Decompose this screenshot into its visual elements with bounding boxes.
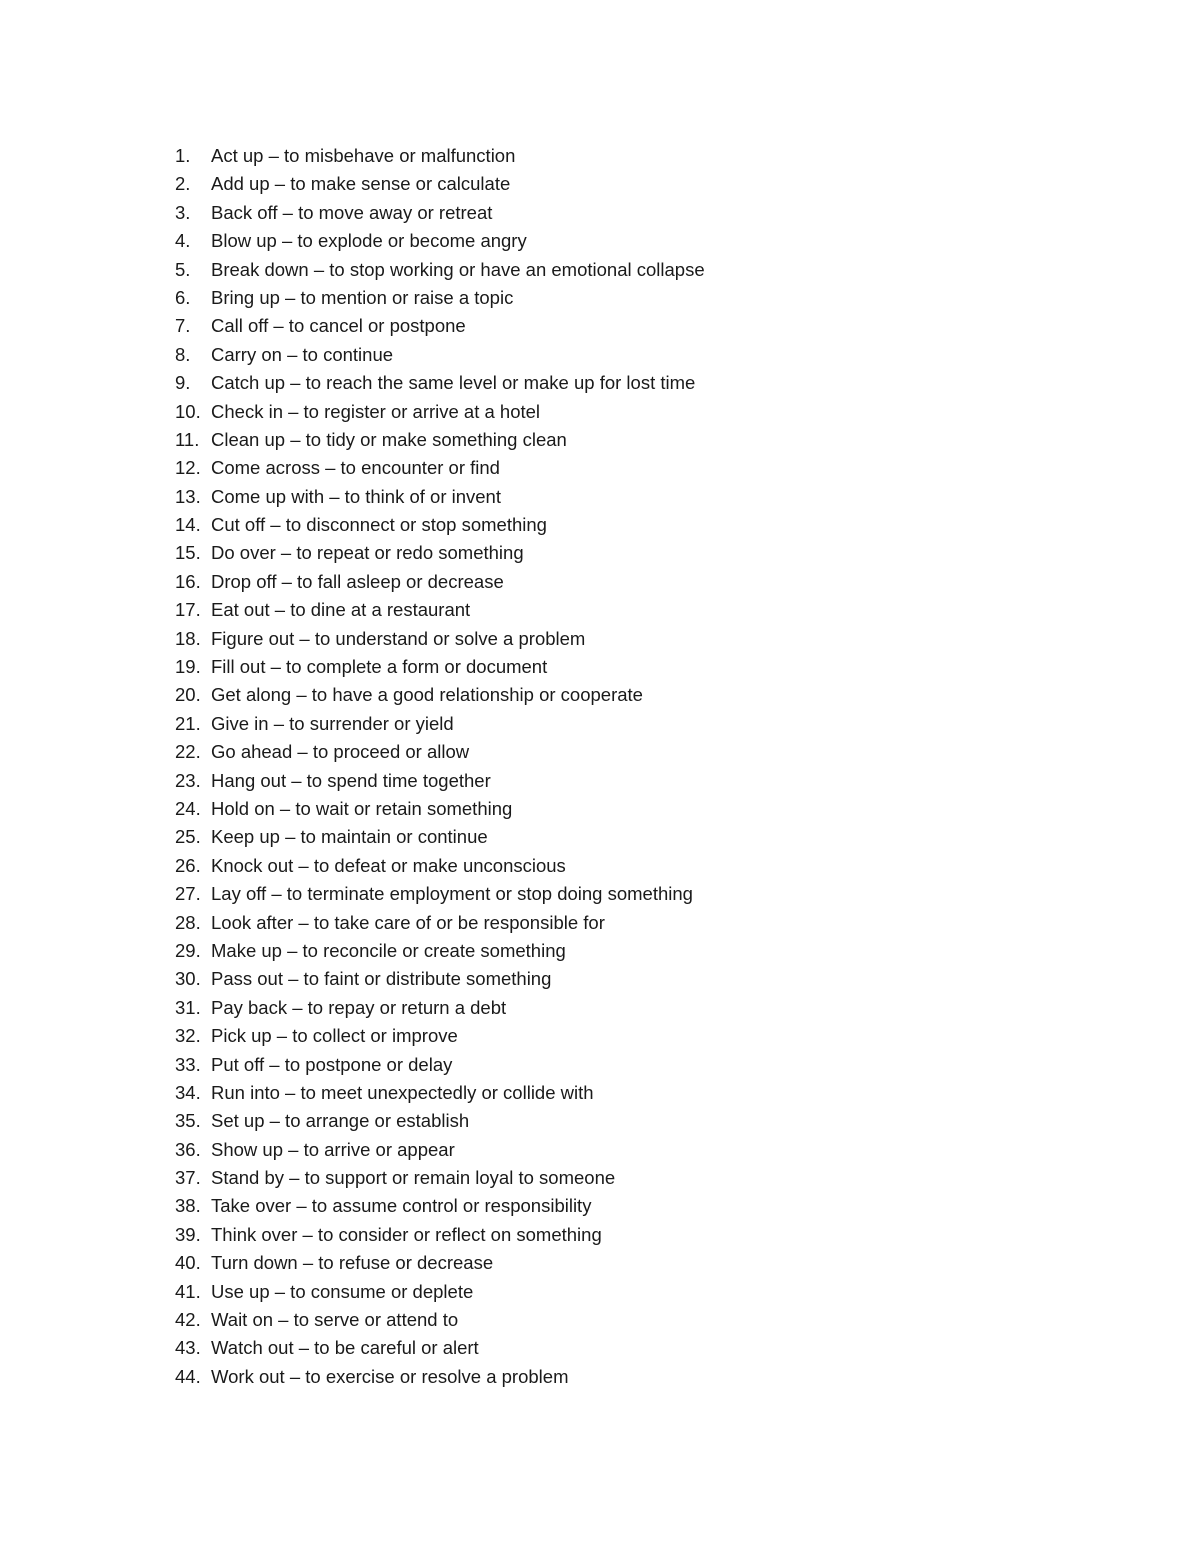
list-item: [175, 483, 705, 511]
list-item: [175, 795, 705, 823]
list-item: [175, 1278, 705, 1306]
list-item-text: Come up with – to think of or invent: [211, 485, 501, 507]
list-item-text: Blow up – to explode or become angry: [211, 230, 527, 252]
list-item-text: Catch up – to reach the same level or make up for lost time: [211, 372, 696, 394]
list-item-number: 25.: [175, 826, 201, 848]
list-item: [175, 909, 705, 937]
list-item-text: Bring up – to mention or raise a topic: [211, 286, 514, 308]
list-item-number: 30.: [175, 968, 201, 990]
list-item-number: 34.: [175, 1081, 201, 1103]
list-item-number: 17.: [175, 599, 201, 621]
list-item-number: 5.: [175, 258, 191, 280]
list-item-number: 33.: [175, 1053, 201, 1075]
list-item: [175, 312, 705, 340]
list-item-number: 21.: [175, 712, 201, 734]
list-item-text: Eat out – to dine at a restaurant: [211, 599, 471, 621]
list-item-text: Carry on – to continue: [211, 343, 394, 365]
list-item-number: 42.: [175, 1309, 201, 1331]
list-item-number: 35.: [175, 1110, 201, 1132]
list-item-number: 10.: [175, 400, 201, 422]
list-item-text: Take over – to assume control or responsibility: [211, 1195, 592, 1217]
list-item-number: 22.: [175, 741, 201, 763]
list-item-text: Wait on – to serve or attend to: [211, 1309, 459, 1331]
list-item: [175, 1051, 705, 1079]
list-item-text: Cut off – to disconnect or stop something: [211, 514, 547, 536]
list-item: [175, 1022, 705, 1050]
list-item-number: 26.: [175, 854, 201, 876]
list-item: [175, 199, 705, 227]
list-item-number: 39.: [175, 1223, 201, 1245]
list-item: [175, 1249, 705, 1277]
list-item-text: Hang out – to spend time together: [211, 769, 491, 791]
list-item: [175, 823, 705, 851]
list-item-number: 9.: [175, 372, 191, 394]
list-item-text: Pay back – to repay or return a debt: [211, 996, 507, 1018]
list-item-text: Back off – to move away or retreat: [211, 201, 493, 223]
list-item-text: Clean up – to tidy or make something clean: [211, 428, 567, 450]
list-item-number: 13.: [175, 485, 201, 507]
list-item-number: 41.: [175, 1280, 201, 1302]
list-item: [175, 1306, 705, 1334]
list-item: [175, 852, 705, 880]
list-item-number: 40.: [175, 1252, 201, 1274]
list-item-text: Use up – to consume or deplete: [211, 1280, 474, 1302]
list-item-number: 36.: [175, 1138, 201, 1160]
list-item-number: 3.: [175, 201, 191, 223]
list-item: [175, 568, 705, 596]
list-item: [175, 596, 705, 624]
list-item-text: Act up – to misbehave or malfunction: [211, 145, 516, 166]
list-item-text: Check in – to register or arrive at a hotel: [211, 400, 541, 422]
list-item-number: 11.: [175, 428, 200, 450]
list-item-text: Knock out – to defeat or make unconscious: [211, 854, 566, 876]
list-item-number: 32.: [175, 1025, 201, 1047]
list-item-number: 18.: [175, 627, 201, 649]
list-item-text: Turn down – to refuse or decrease: [211, 1252, 494, 1274]
list-item: [175, 256, 705, 284]
list-item-text: Work out – to exercise or resolve a problem: [211, 1365, 569, 1387]
list-item-number: 2.: [175, 173, 191, 195]
list-item-text: Hold on – to wait or retain something: [211, 797, 513, 819]
list-item-number: 14.: [175, 514, 201, 536]
list-item-number: 23.: [175, 769, 201, 791]
list-item-number: 44.: [175, 1365, 201, 1387]
list-item-text: Run into – to meet unexpectedly or collide with: [211, 1081, 594, 1103]
list-item: [175, 653, 705, 681]
list-item: [175, 880, 705, 908]
list-item-number: 16.: [175, 570, 201, 592]
list-item-text: Set up – to arrange or establish: [211, 1110, 470, 1132]
list-item-text: Lay off – to terminate employment or stop doing something: [211, 883, 693, 905]
list-item-text: Fill out – to complete a form or document: [211, 656, 548, 678]
list-item: [175, 738, 705, 766]
list-item: [175, 539, 705, 567]
list-item-text: Make up – to reconcile or create something: [211, 939, 566, 961]
list-item-number: 20.: [175, 684, 201, 706]
list-item-text: Do over – to repeat or redo something: [211, 542, 524, 564]
list-item: [175, 1221, 705, 1249]
list-item: [175, 681, 705, 709]
list-item: [175, 1363, 705, 1391]
list-item: [175, 1136, 705, 1164]
list-item-number: 15.: [175, 542, 201, 564]
list-item-text: Keep up – to maintain or continue: [211, 826, 488, 848]
list-item: [175, 625, 705, 653]
list-item-number: 12.: [175, 457, 201, 479]
list-item-text: Figure out – to understand or solve a problem: [211, 627, 586, 649]
list-item-text: Think over – to consider or reflect on something: [211, 1223, 602, 1245]
list-item: [175, 937, 705, 965]
list-item: [175, 1164, 705, 1192]
list-item: [175, 965, 705, 993]
list-item: [175, 426, 705, 454]
list-item-number: 7.: [175, 315, 191, 337]
list-item-number: 43.: [175, 1337, 201, 1359]
list-item-text: Stand by – to support or remain loyal to someone: [211, 1167, 616, 1189]
list-item-number: 1.: [175, 145, 191, 166]
list-item-number: 29.: [175, 939, 201, 961]
list-item: [175, 369, 705, 397]
list-item: [175, 994, 705, 1022]
list-item: [175, 511, 705, 539]
list-item: [175, 398, 705, 426]
list-item-text: Drop off – to fall asleep or decrease: [211, 570, 504, 592]
list-item-text: Break down – to stop working or have an emotional collapse: [211, 258, 705, 280]
list-item-text: Show up – to arrive or appear: [211, 1138, 455, 1160]
list-item-text: Get along – to have a good relationship or cooperate: [211, 684, 643, 706]
list-item-text: Go ahead – to proceed or allow: [211, 741, 470, 763]
list-item-text: Look after – to take care of or be responsible for: [211, 911, 605, 933]
list-item: [175, 710, 705, 738]
list-item: [175, 1334, 705, 1362]
list-item-number: 38.: [175, 1195, 201, 1217]
list-item: [175, 1079, 705, 1107]
list-item: [175, 341, 705, 369]
list-item-number: 37.: [175, 1167, 201, 1189]
list-item-number: 27.: [175, 883, 201, 905]
list-item: [175, 1107, 705, 1135]
list-item: [175, 170, 705, 198]
list-item: [175, 454, 705, 482]
list-item: [175, 142, 705, 170]
phrasal-verb-list: [175, 142, 705, 1391]
list-item-number: 28.: [175, 911, 201, 933]
list-item-text: Come across – to encounter or find: [211, 457, 500, 479]
list-item: [175, 1192, 705, 1220]
list-item-text: Add up – to make sense or calculate: [211, 173, 511, 195]
list-item-number: 6.: [175, 286, 191, 308]
list-item-text: Watch out – to be careful or alert: [211, 1337, 479, 1359]
list-item: [175, 227, 705, 255]
list-item-text: Pass out – to faint or distribute something: [211, 968, 552, 990]
list-item-number: 24.: [175, 797, 201, 819]
list-item: [175, 284, 705, 312]
list-item-number: 4.: [175, 230, 191, 252]
list-item-text: Give in – to surrender or yield: [211, 712, 454, 734]
list-item-number: 8.: [175, 343, 191, 365]
list-item-text: Pick up – to collect or improve: [211, 1025, 458, 1047]
list-item-number: 31.: [175, 996, 201, 1018]
list-item: [175, 767, 705, 795]
list-item-text: Put off – to postpone or delay: [211, 1053, 453, 1075]
list-item-number: 19.: [175, 656, 201, 678]
list-item-text: Call off – to cancel or postpone: [211, 315, 466, 337]
